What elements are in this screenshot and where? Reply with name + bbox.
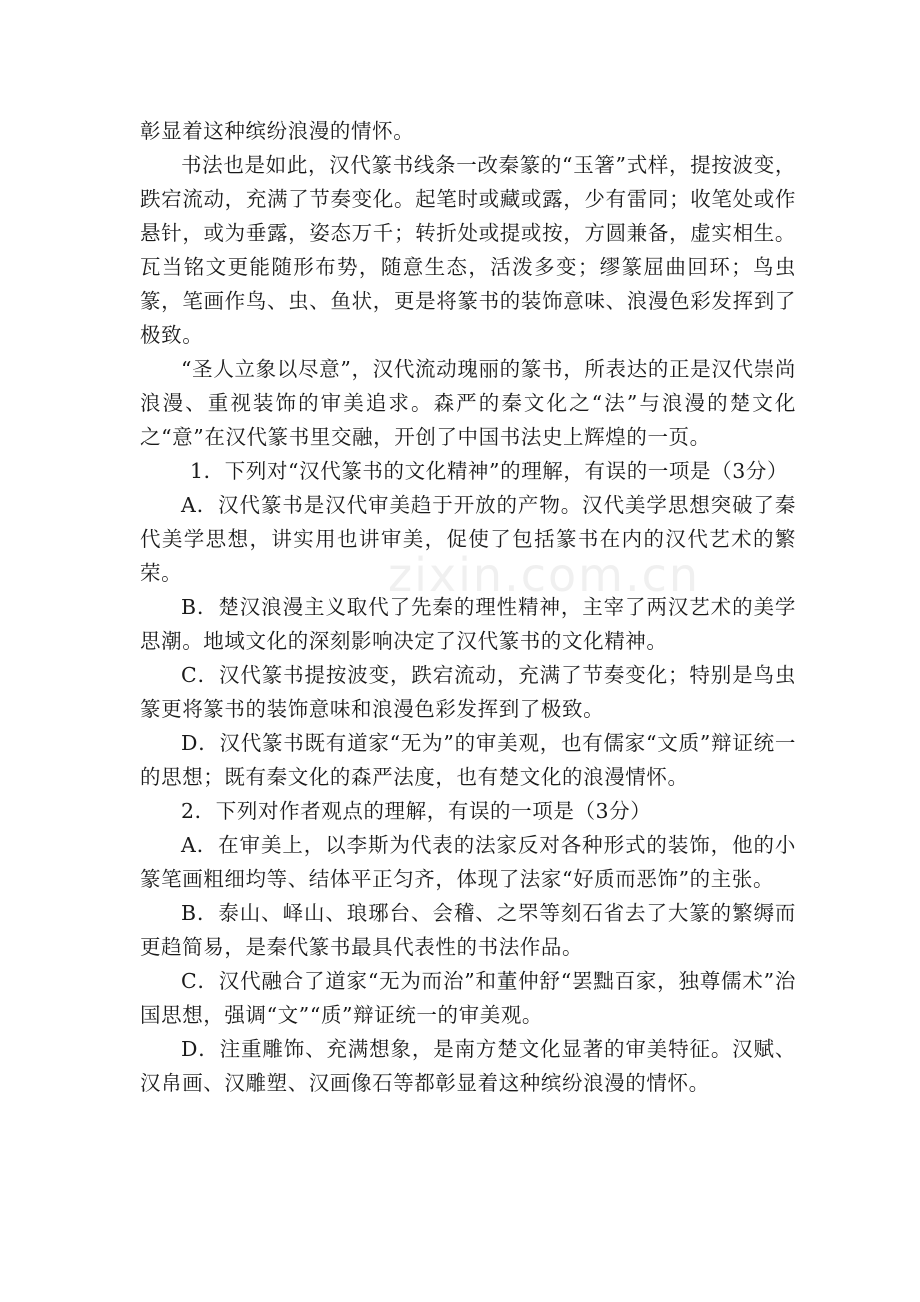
- question-2-option-c: C．汉代融合了道家“无为而治”和董仲舒“罢黜百家，独尊儒术”治国思想，强调“文”“质”辩证统一的审美观。: [140, 969, 796, 1027]
- paragraph-conclusion: “圣人立象以尽意”，汉代流动瑰丽的篆书，所表达的正是汉代崇尚浪漫、重视装饰的审美追求。森严的秦文化之“法”与浪漫的楚文化之“意”在汉代篆书里交融，开创了中国书法史上辉煌的一页。: [140, 357, 796, 449]
- question-1-option-d: D．汉代篆书既有道家“无为”的审美观，也有儒家“文质”辩证统一的思想；既有秦文化的森严法度，也有楚文化的浪漫情怀。: [140, 731, 796, 789]
- paragraph-calligraphy: 书法也是如此，汉代篆书线条一改秦篆的“玉箸”式样，提按波变，跌宕流动，充满了节奏变化。起笔时或藏或露，少有雷同；收笔处或作悬针，或为垂露，姿态万千；转折处或提或按，方圆兼备，虚实相生。瓦当铭文更能随形布势，随意生态，活泼多变；缪篆屈曲回环；鸟虫篆，笔画作鸟、虫、鱼状，更是将篆书的装饰意味、浪漫色彩发挥到了极致。: [140, 153, 796, 347]
- question-1-option-b: B．楚汉浪漫主义取代了先秦的理性精神，主宰了两汉艺术的美学思潮。地域文化的深刻影响决定了汉代篆书的文化精神。: [140, 595, 796, 653]
- question-1-option-a: A．汉代篆书是汉代审美趋于开放的产物。汉代美学思想突破了秦代美学思想，讲实用也讲审美，促使了包括篆书在内的汉代艺术的繁荣。: [140, 493, 796, 585]
- question-1-option-c: C．汉代篆书提按波变，跌宕流动，充满了节奏变化；特别是鸟虫篆更将篆书的装饰意味和浪漫色彩发挥到了极致。: [140, 663, 796, 721]
- site-watermark: zixin.com.cn: [388, 548, 701, 602]
- question-2-option-d: D．注重雕饰、充满想象，是南方楚文化显著的审美特征。汉赋、汉帛画、汉雕塑、汉画像石等都彰显着这种缤纷浪漫的情怀。: [140, 1037, 796, 1095]
- question-1-stem: 1．下列对“汉代篆书的文化精神”的理解，有误的一项是（3分）: [190, 459, 789, 483]
- question-2-option-b: B．泰山、峄山、琅琊台、会稽、之罘等刻石省去了大篆的繁缛而更趋简易，是秦代篆书最具代表性的书法作品。: [140, 901, 796, 959]
- paragraph-continuation: 彰显着这种缤纷浪漫的情怀。: [140, 119, 415, 143]
- question-2-option-a: A．在审美上，以李斯为代表的法家反对各种形式的装饰，他的小篆笔画粗细均等、结体平正匀齐，体现了法家“好质而恶饰”的主张。: [140, 833, 796, 891]
- document-body: [140, 114, 796, 1100]
- question-2-stem: 2．下列对作者观点的理解，有误的一项是（3分）: [181, 799, 652, 823]
